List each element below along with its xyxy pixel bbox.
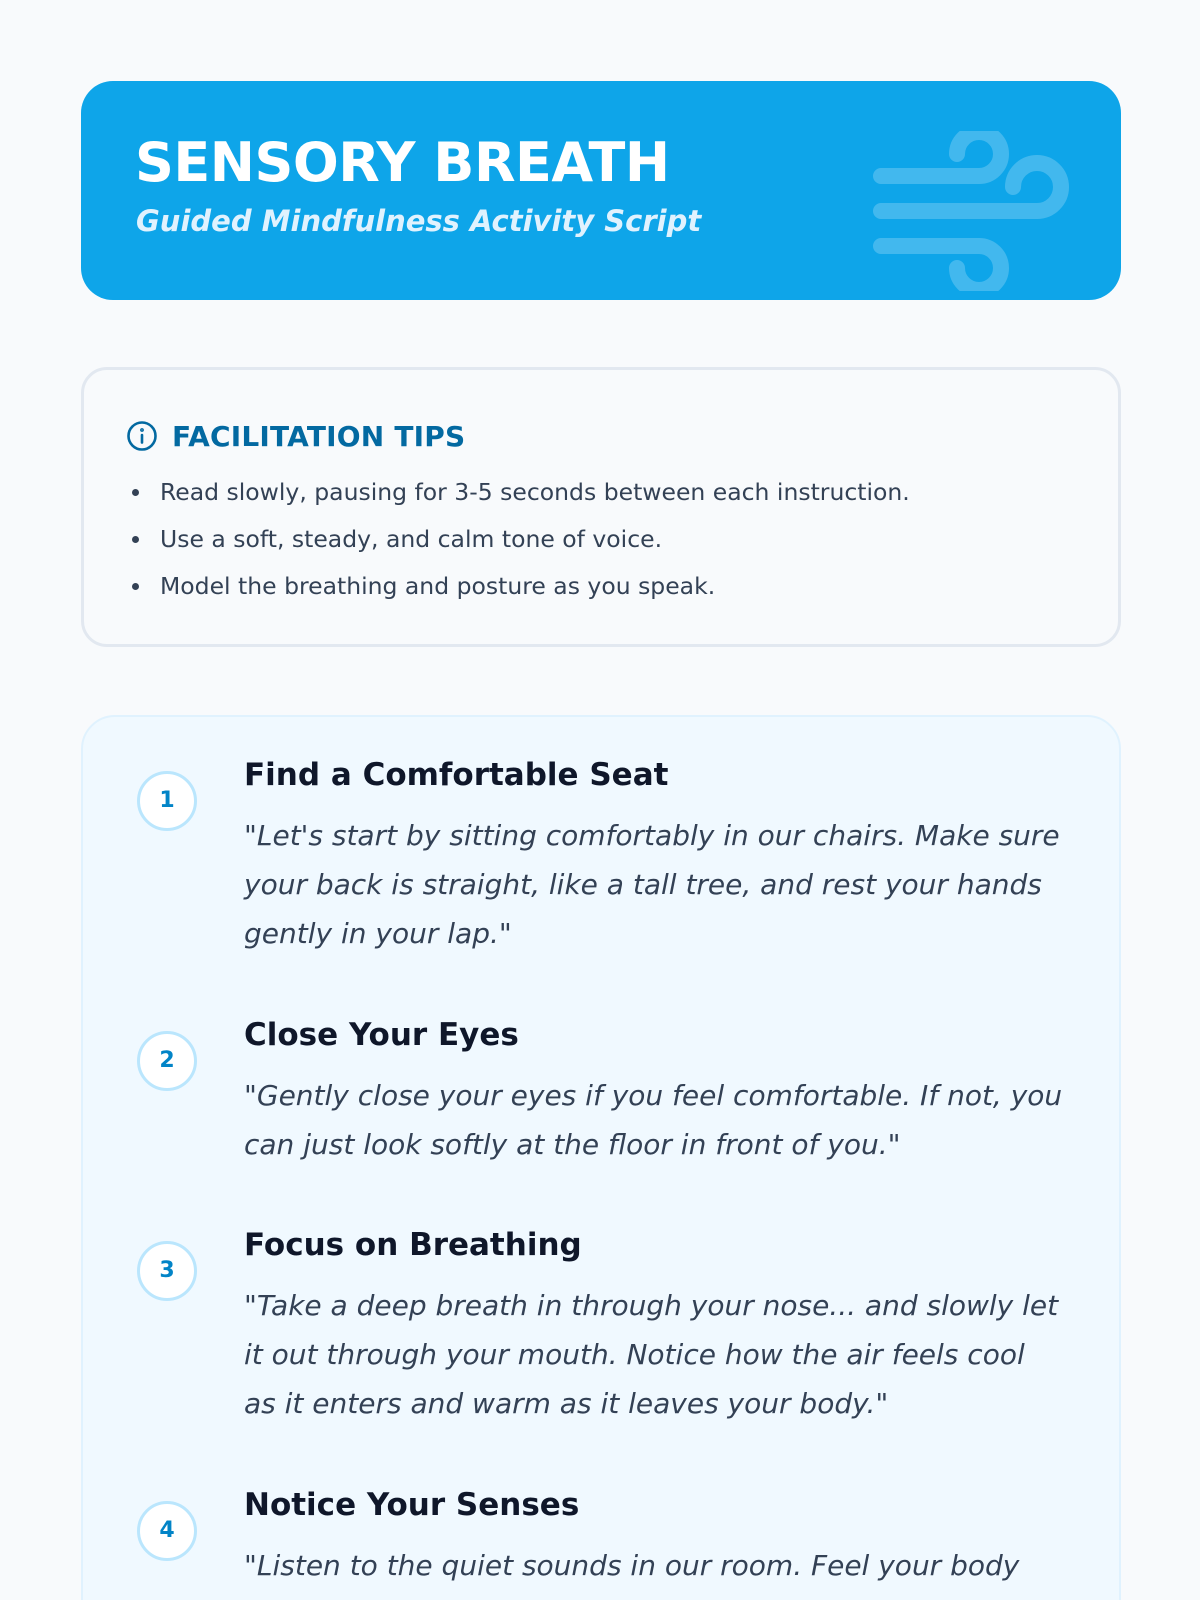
step-script: "Gently close your eyes if you feel comfortable. If not, you can just look softly at the floor in front of you." [244,1079,1063,1161]
tip-item: Model the breathing and posture as you speak. [128,568,910,615]
step-number-badge: 1 [137,771,197,831]
tips-title: FACILITATION TIPS [172,419,466,453]
step-title: Notice Your Senses [244,1487,580,1523]
page-title: SENSORY BREATH [135,131,670,194]
tip-item: Read slowly, pausing for 3-5 seconds between each instruction. [128,474,910,521]
tips-list [128,474,910,615]
info-icon [126,420,158,452]
step-number-badge: 3 [137,1241,197,1301]
tip-item: Use a soft, steady, and calm tone of voice. [128,521,910,568]
wind-icon [871,131,1081,291]
step-number-badge: 4 [137,1501,197,1561]
tips-heading [126,416,465,456]
step-script: "Take a deep breath in through your nose... and slowly let it out through your mouth. Notice how the air feels cool as it enters and warm as it leaves your body." [244,1289,1059,1420]
page-subtitle: Guided Mindfulness Activity Script [136,204,702,238]
facilitation-tips-card [81,367,1121,647]
step-title: Find a Comfortable Seat [244,757,669,793]
step-number-badge: 2 [137,1031,197,1091]
step-title: Focus on Breathing [244,1227,582,1263]
step-script: "Listen to the quiet sounds in our room. Feel your body [244,1549,1020,1582]
steps-card [81,715,1121,1600]
step-title: Close Your Eyes [244,1017,519,1053]
header-banner [81,81,1121,300]
step-script: "Let's start by sitting comfortably in our chairs. Make sure your back is straight, like a tall tree, and rest your hands gently in your lap." [244,819,1060,950]
